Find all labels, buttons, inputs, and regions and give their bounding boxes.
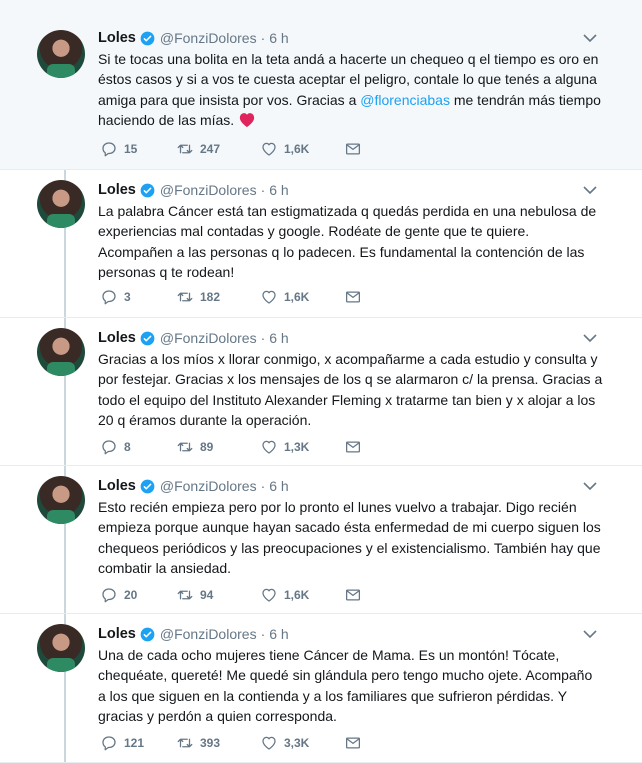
- retweet-count: 89: [200, 440, 214, 454]
- reply-icon: [100, 288, 118, 306]
- like-button[interactable]: [260, 438, 344, 456]
- tweet[interactable]: [0, 466, 642, 614]
- retweet-icon: [176, 586, 194, 604]
- separator-dot: ·: [260, 30, 266, 46]
- retweet-count: 182: [200, 290, 221, 304]
- like-count: 1,3K: [284, 440, 310, 454]
- timestamp[interactable]: 6 h: [269, 330, 289, 346]
- like-button[interactable]: [260, 140, 344, 158]
- retweet-icon: [176, 140, 194, 158]
- caret-down-icon[interactable]: [582, 184, 598, 196]
- tweet-text: [98, 49, 603, 131]
- display-name[interactable]: Loles: [98, 330, 136, 346]
- retweet-icon: [176, 734, 194, 752]
- like-icon: [260, 140, 278, 158]
- timestamp[interactable]: 6 h: [269, 30, 289, 46]
- tweet-text-part: Si te tocas una bolita en la teta andá a hacerte un chequeo q el tiempo es oro en éstos casos y si a vos te cuesta aceptar el peligro, contale lo que tenés a alguna amiga para que insista por vos. Gracias a: [98, 51, 599, 108]
- display-name[interactable]: Loles: [98, 626, 136, 642]
- separator-dot: ·: [260, 330, 266, 346]
- tweet-header: [98, 28, 289, 48]
- retweet-count: 393: [200, 736, 221, 750]
- tweet-text-part: me tendrán más tiempo haciendo de las mías.: [98, 91, 601, 129]
- reply-count: 20: [124, 588, 138, 602]
- tweet-actions: [100, 734, 362, 752]
- user-handle[interactable]: @FonziDolores: [159, 478, 257, 494]
- like-count: 1,6K: [284, 588, 310, 602]
- avatar[interactable]: [37, 328, 85, 376]
- tweet-actions: [100, 140, 362, 158]
- direct-message-icon: [344, 288, 362, 306]
- user-handle[interactable]: @FonziDolores: [159, 30, 257, 46]
- like-icon: [260, 734, 278, 752]
- reply-button[interactable]: [100, 288, 176, 306]
- retweet-icon: [176, 288, 194, 306]
- reply-button[interactable]: [100, 140, 176, 158]
- reply-icon: [100, 438, 118, 456]
- direct-message-button[interactable]: [344, 734, 362, 752]
- tweet-text: Gracias a los míos x llorar conmigo, x acompañarme a cada estudio y consulta y por festejar. Gracias x los mensajes de los q se alarmaron c/ la prensa. Gracias a todo el equipo del Instituto Alexander Fleming x tratarme tan bien y x alojar a los 20 q éramos durante la operación.: [98, 351, 603, 429]
- user-handle[interactable]: @FonziDolores: [159, 330, 257, 346]
- separator-dot: ·: [260, 182, 266, 198]
- verified-badge-icon: [140, 331, 155, 346]
- caret-down-icon[interactable]: [582, 332, 598, 344]
- like-button[interactable]: [260, 586, 344, 604]
- reply-button[interactable]: [100, 438, 176, 456]
- tweet-actions: [100, 288, 362, 306]
- tweet-text: Esto recién empieza pero por lo pronto el lunes vuelvo a trabajar. Digo recién empieza porque aunque hayan sacado ésta enfermedad de mi cuerpo siguen los chequeos periódicos y las preocupaciones y el existencialismo. También hay que combatir la ansiedad.: [98, 499, 601, 577]
- direct-message-icon: [344, 140, 362, 158]
- retweet-count: 247: [200, 142, 221, 156]
- avatar[interactable]: [37, 180, 85, 228]
- avatar[interactable]: [37, 624, 85, 672]
- retweet-button[interactable]: [176, 288, 260, 306]
- reply-icon: [100, 140, 118, 158]
- tweet-text: Una de cada ocho mujeres tiene Cáncer de Mama. Es un montón! Tócate, chequéate, quereté! Me quedé sin glándula pero tengo mucho ojete. Acompaño a los que siguen en la contienda y a los familiares que sufrieron pérdidas. Y gracias y perdón a quien corresponda.: [98, 647, 593, 725]
- like-button[interactable]: [260, 288, 344, 306]
- like-count: 3,3K: [284, 736, 310, 750]
- verified-badge-icon: [140, 183, 155, 198]
- direct-message-icon: [344, 438, 362, 456]
- retweet-count: 94: [200, 588, 214, 602]
- tweet-actions: [100, 438, 362, 456]
- verified-badge-icon: [140, 479, 155, 494]
- tweet-header: [98, 476, 289, 496]
- timestamp[interactable]: 6 h: [269, 478, 289, 494]
- caret-down-icon[interactable]: [582, 480, 598, 492]
- avatar[interactable]: [37, 476, 85, 524]
- caret-down-icon[interactable]: [582, 32, 598, 44]
- direct-message-button[interactable]: [344, 586, 362, 604]
- timestamp[interactable]: 6 h: [269, 626, 289, 642]
- like-count: 1,6K: [284, 290, 310, 304]
- retweet-icon: [176, 438, 194, 456]
- user-handle[interactable]: @FonziDolores: [159, 626, 257, 642]
- reply-count: 15: [124, 142, 138, 156]
- verified-badge-icon: [140, 31, 155, 46]
- retweet-button[interactable]: [176, 140, 260, 158]
- retweet-button[interactable]: [176, 438, 260, 456]
- mention-link[interactable]: @florenciabas: [360, 91, 450, 108]
- tweet-text: La palabra Cáncer está tan estigmatizada q quedás perdida en una nebulosa de experiencias mal contadas y google. Rodéate de gente que te quiere. Acompañen a las personas q lo padecen. Es fundamental la contención de las personas q te rodean!: [98, 203, 597, 281]
- tweet-header: [98, 180, 289, 200]
- verified-badge-icon: [140, 627, 155, 642]
- user-handle[interactable]: @FonziDolores: [159, 182, 257, 198]
- tweet[interactable]: [0, 170, 642, 318]
- direct-message-button[interactable]: [344, 288, 362, 306]
- display-name[interactable]: Loles: [98, 182, 136, 198]
- tweet-header: [98, 624, 289, 644]
- red-heart-emoji-icon: [238, 111, 256, 128]
- reply-count: 8: [124, 440, 131, 454]
- reply-button[interactable]: [100, 734, 176, 752]
- tweet-header: [98, 328, 289, 348]
- direct-message-icon: [344, 586, 362, 604]
- retweet-button[interactable]: [176, 586, 260, 604]
- timestamp[interactable]: 6 h: [269, 182, 289, 198]
- like-icon: [260, 586, 278, 604]
- reply-icon: [100, 586, 118, 604]
- direct-message-button[interactable]: [344, 438, 362, 456]
- reply-button[interactable]: [100, 586, 176, 604]
- display-name[interactable]: Loles: [98, 478, 136, 494]
- reply-count: 121: [124, 736, 145, 750]
- separator-dot: ·: [260, 626, 266, 642]
- retweet-button[interactable]: [176, 734, 260, 752]
- like-button[interactable]: [260, 734, 344, 752]
- like-icon: [260, 288, 278, 306]
- tweet[interactable]: [0, 0, 642, 170]
- tweet-actions: [100, 586, 362, 604]
- display-name[interactable]: Loles: [98, 30, 136, 46]
- separator-dot: ·: [260, 478, 266, 494]
- caret-down-icon[interactable]: [582, 628, 598, 640]
- reply-count: 3: [124, 290, 131, 304]
- direct-message-icon: [344, 734, 362, 752]
- reply-icon: [100, 734, 118, 752]
- tweet[interactable]: [0, 614, 642, 763]
- like-count: 1,6K: [284, 142, 310, 156]
- direct-message-button[interactable]: [344, 140, 362, 158]
- avatar[interactable]: [37, 30, 85, 78]
- like-icon: [260, 438, 278, 456]
- tweet[interactable]: [0, 318, 642, 466]
